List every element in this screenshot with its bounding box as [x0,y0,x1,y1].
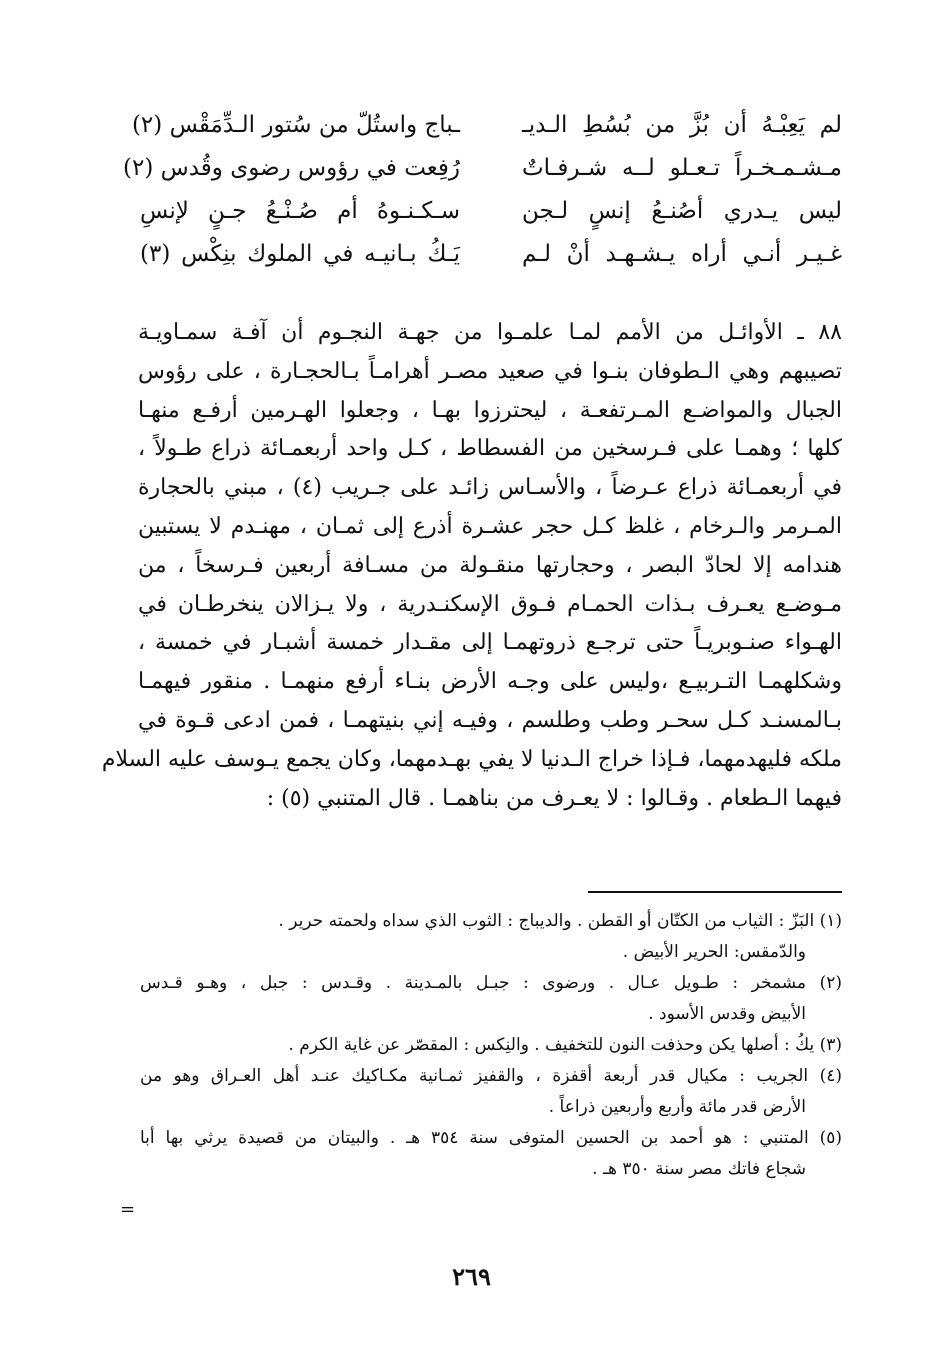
footnote-5 [140,1123,842,1185]
footnote-line: (١) البَزّ : الثياب من الكتّان أو القطن . والديباج : الثوب الذي سداه ولحمته حرير . [278,911,842,931]
paragraph-line: فيهما الـطعام . وقـالوا : لا يعـرف من بناهمـا . قال المتنبي (٥) : [266,785,842,811]
paragraph-line: مـوضـع يعـرف بـذات الحمـام فـوق الإسكنـدرية ، ولا يـزالان ينخرطـان في [138,591,842,617]
footnote-separator [588,891,842,893]
verse-second-hemistich: ـباج واستُلّ من سُتور الـدِّمَقْس (٢) [131,112,460,138]
footnote-2 [140,968,842,1030]
paragraph-line: الهـواء صنـوبريـاً حتى ترجـع ذروتهمـا إلى مقـدار خمسة أشبـار في خمسة ، [138,630,842,656]
verse-first-hemistich: ليس يـدري أصُنـعُ إنسٍ لـجن [522,198,842,224]
paragraph-line: في أربعمـائة ذراع عـرضاً ، والأسـاس زائـد على جـريب (٤) ، مبني بالحجارة [138,475,842,501]
paragraph-line: كلها ؛ وهمـا على فـرسخين من الفسطاط ، كـل واحد أربعمـائة ذراع طـولاً ، [138,436,842,462]
paragraph-line: ٨٨ ـ الأوائـل من الأمم لمـا علمـوا من جهـة النجـوم أن آفـة سمـاويـة [138,320,842,345]
paragraph-line: تصيبهم وهي الـطوفان بنـوا في صعيد مصـر أهرامـاً بـالحجـارة ، على رؤوس [138,358,842,384]
continuation-mark: = [120,1199,136,1220]
footnote-line: شجاع فاتك مصر سنة ٣٥٠ هـ . [592,1159,806,1179]
poem-verses [123,104,842,276]
footnote-3 [140,1030,842,1061]
verse-line [131,104,842,147]
verse-second-hemistich: يَـكُ بـانيـه في الملوك بنِكْس (٣) [140,241,460,267]
footnote-line: (٢) مشمخر : طـويل عـال . ورضوى : جبـل بالمـدينة . وقـدس : جبل ، وهـو قـدس [140,973,842,993]
paragraph-line: المـرمر والـرخام ، غلظ كـل حجر عشـرة أذرع إلى ثمـان ، مهنـدم لا يستبين [138,513,842,539]
footnote-1 [140,906,842,968]
footnote-line: والدّمقس: الحرير الأبيض . [622,942,806,962]
paragraph-line: ملكه فليهدمهما، فـإذا خراج الـدنيا لا يفي بهـدمهما، وكان يجمع يـوسف عليه السلام [101,746,842,772]
paragraph-line: الجبال والمواضـع المـرتفعـة ، ليحترزوا بهـا ، وجعلوا الهـرمين أرفـع منهـا [138,397,842,423]
paragraph-line: وشكلهمـا التـربيـع ،وليس على وجـه الأرض بنـاء أرفع منهمـا . منقور فيهمـا [138,669,842,695]
verse-line [140,190,842,233]
footnote-line: الأبيض وقدس الأسود . [648,1004,806,1024]
footnote-4 [140,1061,842,1123]
page-number: ٢٦٩ [452,1262,491,1291]
paragraph-line: هندامه إلا لحادّ البصر ، وحجارتها منقـولة من مسـافة أربعين فـرسخاً ، من [138,552,842,578]
verse-second-hemistich: رُفِعت في رؤوس رضوى وقُدس (٢) [123,155,460,181]
body-paragraph [101,314,843,818]
footnote-line: (٥) المتنبي : هو أحمد بن الحسين المتوفى سنة ٣٥٤ هـ . والبيتان من قصيدة يرثي بها أبا [140,1128,842,1148]
verse-line [140,233,842,276]
paragraph-line: بـالمسنـد كـل سحـر وطب وطلسم ، وفيـه إني بنيتهمـا ، فمن ادعى قـوة في [138,707,843,733]
verse-first-hemistich: مـشـمـخـراً تـعـلو لــه شـرفـاتٌ [522,155,842,181]
footnote-line: (٤) الجريب : مكيال قدر أربعة أقفزة ، والقفيز ثمـانية مكـاكيك عنـد أهل العـراق وهو من [140,1066,842,1086]
verse-first-hemistich: لم يَعِبْـهُ أن بُزَّ من بُسُطِ الـديـ [522,112,842,138]
verse-second-hemistich: سـكـنـوهُ أم صُـنْـعُ جـنٍ لإنسِ [140,198,460,224]
verse-line [123,147,842,190]
footnotes [140,906,842,1185]
verse-first-hemistich: غـيـر أنـي أراه يـشـهـد أنْ لـم [522,241,842,267]
footnote-line: الأرض قدر مائة وأربع وأربعين ذراعاً . [548,1097,806,1117]
footnote-line: (٣) يكُ : أصلها يكن وحذفت النون للتخفيف . والنِكس : المقصّر عن غاية الكرم . [288,1035,842,1055]
